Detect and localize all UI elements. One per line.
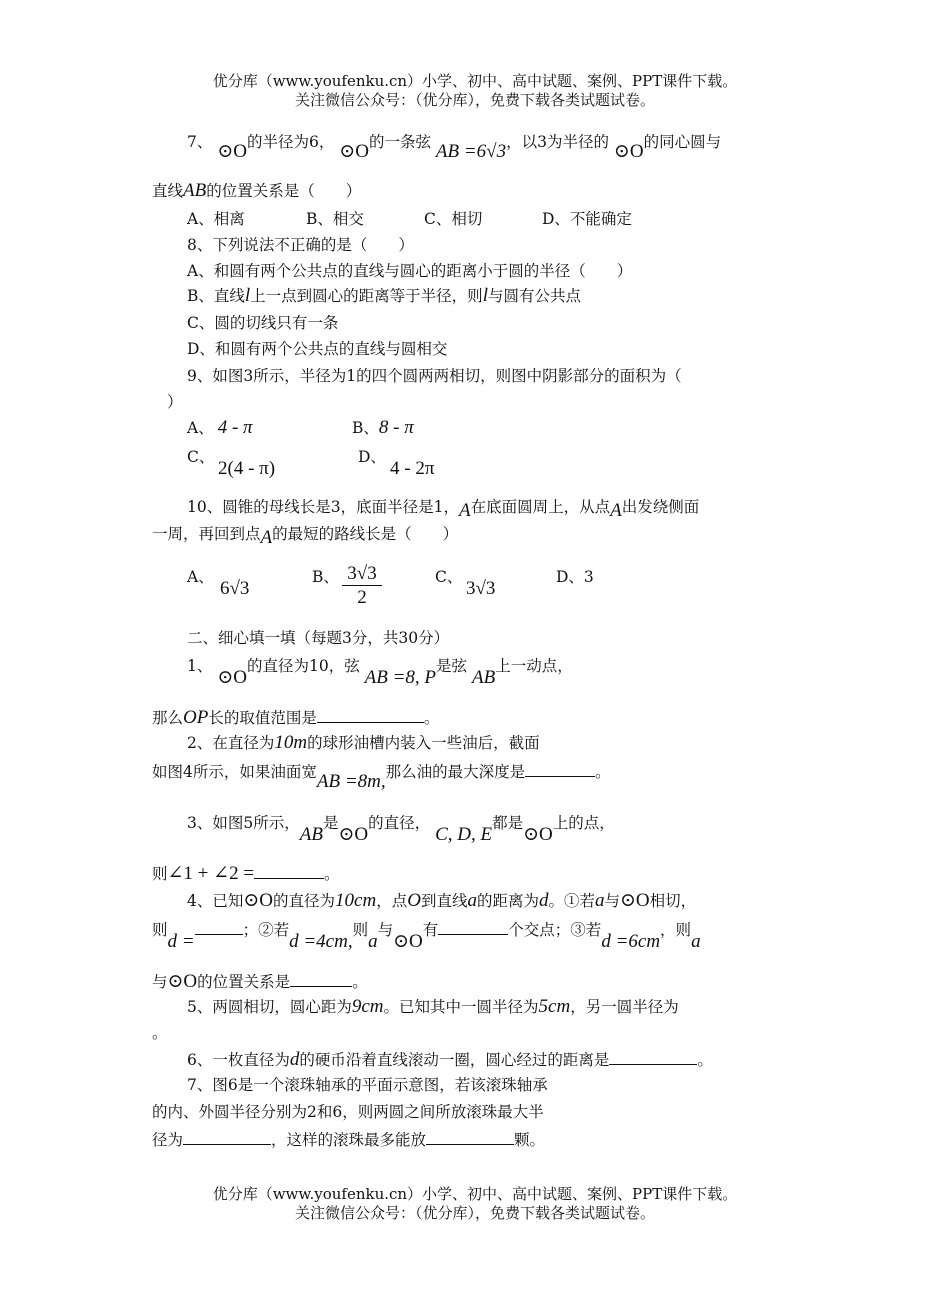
q7-option-a: A、相离 [187, 210, 245, 228]
answer-blank[interactable] [438, 918, 508, 935]
answer-blank[interactable] [525, 760, 595, 777]
circle-o-symbol: ⊙O [167, 971, 198, 992]
header-line-1: 优分库（www.youfenku.cn）小学、初中、高中试题、案例、PPT课件下载。 [212, 72, 738, 90]
q7-option-c: C、相切 [424, 210, 483, 228]
q7-option-d: D、不能确定 [542, 210, 632, 228]
footer-line-2: 关注微信公众号：（优分库），免费下载各类试题试卷。 [294, 1204, 655, 1222]
fill6-line: 6、一枚直径为d的硬币沿着直线滚动一圈，圆心经过的距离是 。 [187, 1049, 713, 1070]
answer-blank[interactable] [609, 1048, 697, 1065]
q9-option-c-value: 2(4 - π) [218, 458, 276, 479]
q10-option-a-label: A、 [187, 568, 214, 586]
footer-line-1: 优分库（www.youfenku.cn）小学、初中、高中试题、案例、PPT课件下载。 [212, 1185, 738, 1203]
fill2-line-1: 2、在直径为10m的球形油槽内装入一些油后，截面 [187, 732, 540, 753]
q8-stem: 8、下列说法不正确的是（ ） [187, 236, 414, 254]
answer-blank[interactable] [183, 1128, 271, 1145]
q8-option-b: B、直线l上一点到圆心的距离等于半径，则l与圆有公共点 [187, 285, 581, 306]
fill7-line-3: 径为 ，这样的滚珠最多能放 颗。 [152, 1128, 545, 1151]
fill7-line-2: 的内、外圆半径分别为2和6，则两圆之间所放滚珠最大半 [152, 1103, 544, 1121]
q7-option-b: B、相交 [306, 210, 364, 228]
fill3-line-1: 3、如图5所示，AB是⊙O的直径， C, D, E都是⊙O上的点， [187, 814, 615, 845]
q9-stem-close: ） [167, 393, 183, 411]
fill2-line-2: 如图4所示，如果油面宽AB =8m,那么油的最大深度是 。 [152, 760, 611, 783]
circle-o-symbol: ⊙O [393, 931, 423, 952]
answer-blank[interactable] [195, 918, 243, 935]
fill5-line-2: 。 [152, 1024, 168, 1042]
fill4-line-2: 则d =；②若d =4cm,则a与⊙O有 个交点；③若d =6cm，则a [152, 918, 701, 941]
q7-line-1: 7、 ⊙O的半径为6， ⊙O的一条弦 AB =6√3，以3为半径的 ⊙O的同心圆与 [187, 133, 722, 162]
q8-option-c: C、圆的切线只有一条 [187, 314, 339, 332]
circle-o-symbol: ⊙O [217, 141, 247, 162]
q7-line-2: 直线AB的位置关系是（ ） [152, 180, 362, 201]
q9-option-c-label: C、 [187, 448, 215, 466]
circle-o-symbol: ⊙O [613, 141, 644, 162]
q9-stem: 9、如图3所示，半径为1的四个圆两两相切，则图中阴影部分的面积为（ [187, 367, 682, 385]
fill7-line-1: 7、图6是一个滚珠轴承的平面示意图，若该滚珠轴承 [187, 1076, 548, 1094]
circle-o-symbol: ⊙O [217, 667, 247, 688]
answer-blank[interactable] [317, 706, 424, 723]
fill5-line-1: 5、两圆相切，圆心距为9cm。已知其中一圆半径为5cm，另一圆半径为 [187, 996, 679, 1017]
q10-option-c-value: 3√3 [466, 578, 496, 599]
q9-option-d-label: D、 [358, 448, 386, 466]
circle-o-symbol: ⊙O [523, 824, 553, 845]
circle-o-symbol: ⊙O [338, 824, 369, 845]
q9-option-d-value: 4 - 2π [390, 458, 435, 479]
fill1-line-2: 那么OP长的取值范围是 。 [152, 707, 440, 728]
header-line-2: 关注微信公众号：（优分库），免费下载各类试题试卷。 [294, 91, 655, 109]
chord-expression: AB =6√3 [435, 141, 507, 162]
fill1-line-1: 1、 ⊙O的直径为10，弦 AB =8, P是弦 AB上一动点， [187, 657, 573, 688]
answer-blank[interactable] [254, 862, 324, 879]
answer-blank[interactable] [290, 970, 352, 987]
q8-option-d: D、和圆有两个公共点的直线与圆相交 [187, 340, 448, 358]
q8-option-a: A、和圆有两个公共点的直线与圆心的距离小于圆的半径（ ） [187, 262, 633, 280]
q10-option-b-fraction: $\frac{3√3}{2}$ [342, 563, 382, 610]
q9-option-b: B、8 - π [352, 417, 414, 438]
fill4-line-3: 与⊙O的位置关系是 。 [152, 971, 368, 992]
circle-o-symbol: ⊙O [620, 890, 650, 911]
q10-line-2: 一周，再回到点A的最短的路线长是（ ） [152, 525, 459, 548]
circle-o-symbol: ⊙O [243, 890, 274, 911]
answer-blank[interactable] [426, 1128, 514, 1145]
fill4-line-1: 4、已知⊙O的直径为10cm，点O到直线a的距离为d。①若a与⊙O相切， [187, 890, 697, 911]
q10-line-1: 10、圆锥的母线长是3，底面半径是1，A在底面圆周上，从点A出发绕侧面 [187, 498, 700, 521]
fill3-line-2: 则∠1 + ∠2 = 。 [152, 863, 340, 884]
q10-option-d: D、3 [556, 568, 594, 586]
q9-option-a: A、 4 - π [187, 417, 253, 438]
q10-option-c-label: C、 [435, 568, 463, 586]
q10-option-b-label: B、 [312, 568, 339, 586]
q10-option-a-value: 6√3 [220, 578, 250, 599]
section-2-title: 二、细心填一填（每题3分，共30分） [187, 629, 450, 647]
circle-o-symbol: ⊙O [339, 141, 369, 162]
